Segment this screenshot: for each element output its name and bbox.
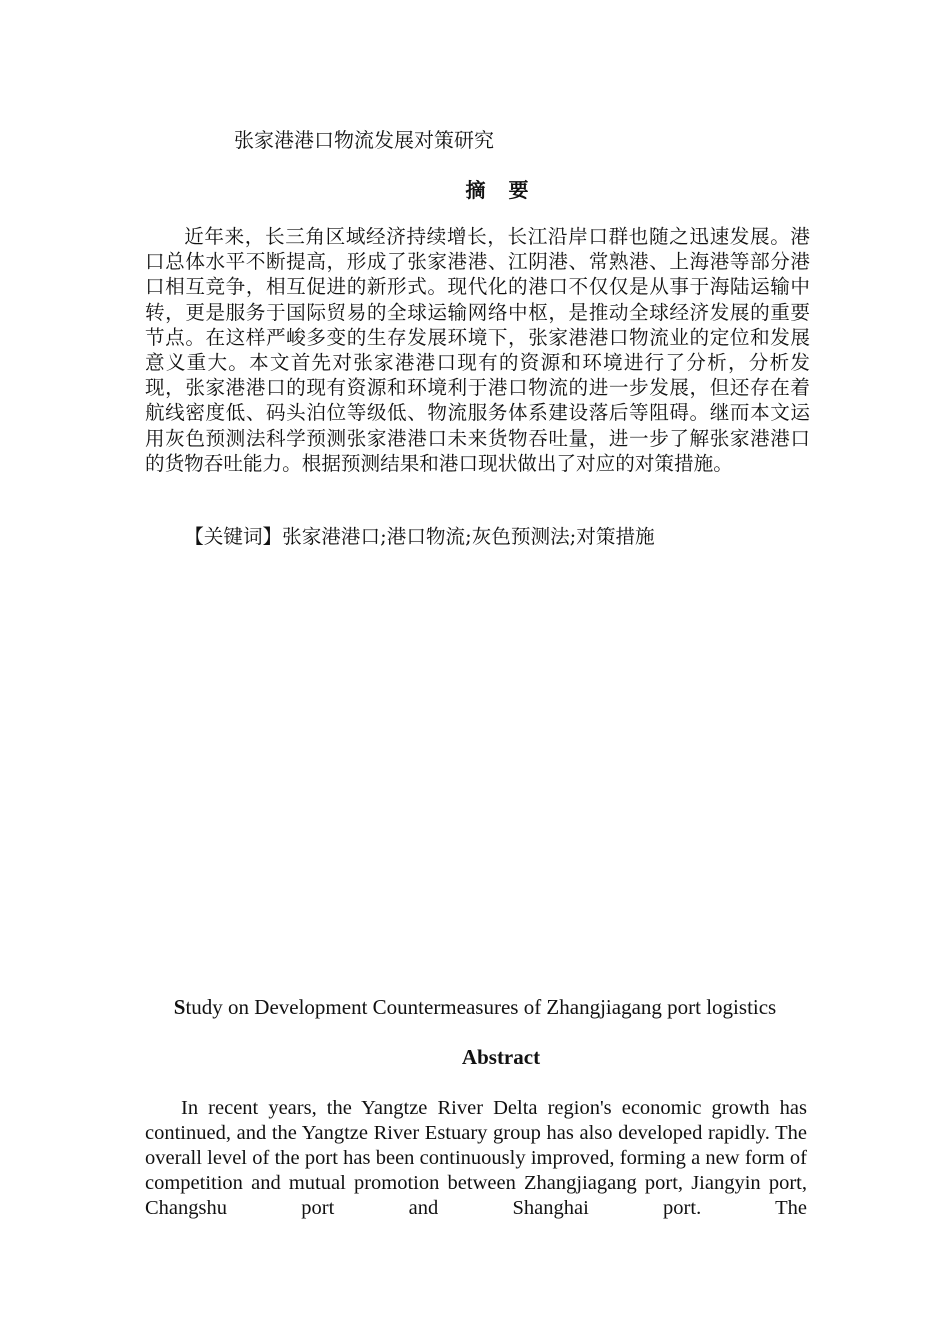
english-abstract-body: In recent years, the Yangtze River Delta region's economic growth has continued, and the Yangtze River Estuary group has also developed rapidly. The overall level of the port has been continuously improved, forming a new form of competition and mutual promotion between Zhangjiagang port, Jiangyin port, Changshu port and Shanghai port. The [145, 1097, 807, 1219]
chinese-abstract-body: 近年来，长三角区域经济持续增长，长江沿岸口群也随之迅速发展。港口总体水平不断提高，形成了张家港港、江阴港、常熟港、上海港等部分港口相互竞争，相互促进的新形式。现代化的港口不仅仅是从事于海陆运输中转，更是服务于国际贸易的全球运输网络中枢，是推动全球经济发展的重要节点。在这样严峻多变的生存发展环境下，张家港港口物流业的定位和发展意义重大。本文首先对张家港港口现有的资源和环境进行了分析，分析发现，张家港港口的现有资源和环境利于港口物流的进一步发展，但还存在着航线密度低、码头泊位等级低、物流服务体系建设落后等阻碍。继而本文运用灰色预测法科学预测张家港港口未来货物吞吐量，进一步了解张家港港口的货物吞吐能力。根据预测结果和港口现状做出了对应的对策措施。 [145, 225, 810, 475]
english-title-initial: S [173, 995, 186, 1019]
chinese-abstract-heading: 摘 要 [465, 178, 537, 202]
english-title [0, 995, 950, 1020]
chinese-title: 张家港港口物流发展对策研究 [234, 128, 494, 152]
chinese-keywords: 【关键词】张家港港口;港口物流;灰色预测法;对策措施 [184, 525, 655, 548]
english-title-rest: tudy on Development Countermeasures of Zhangjiagang port logistics [185, 995, 777, 1019]
english-abstract-heading: Abstract [461, 1045, 541, 1069]
